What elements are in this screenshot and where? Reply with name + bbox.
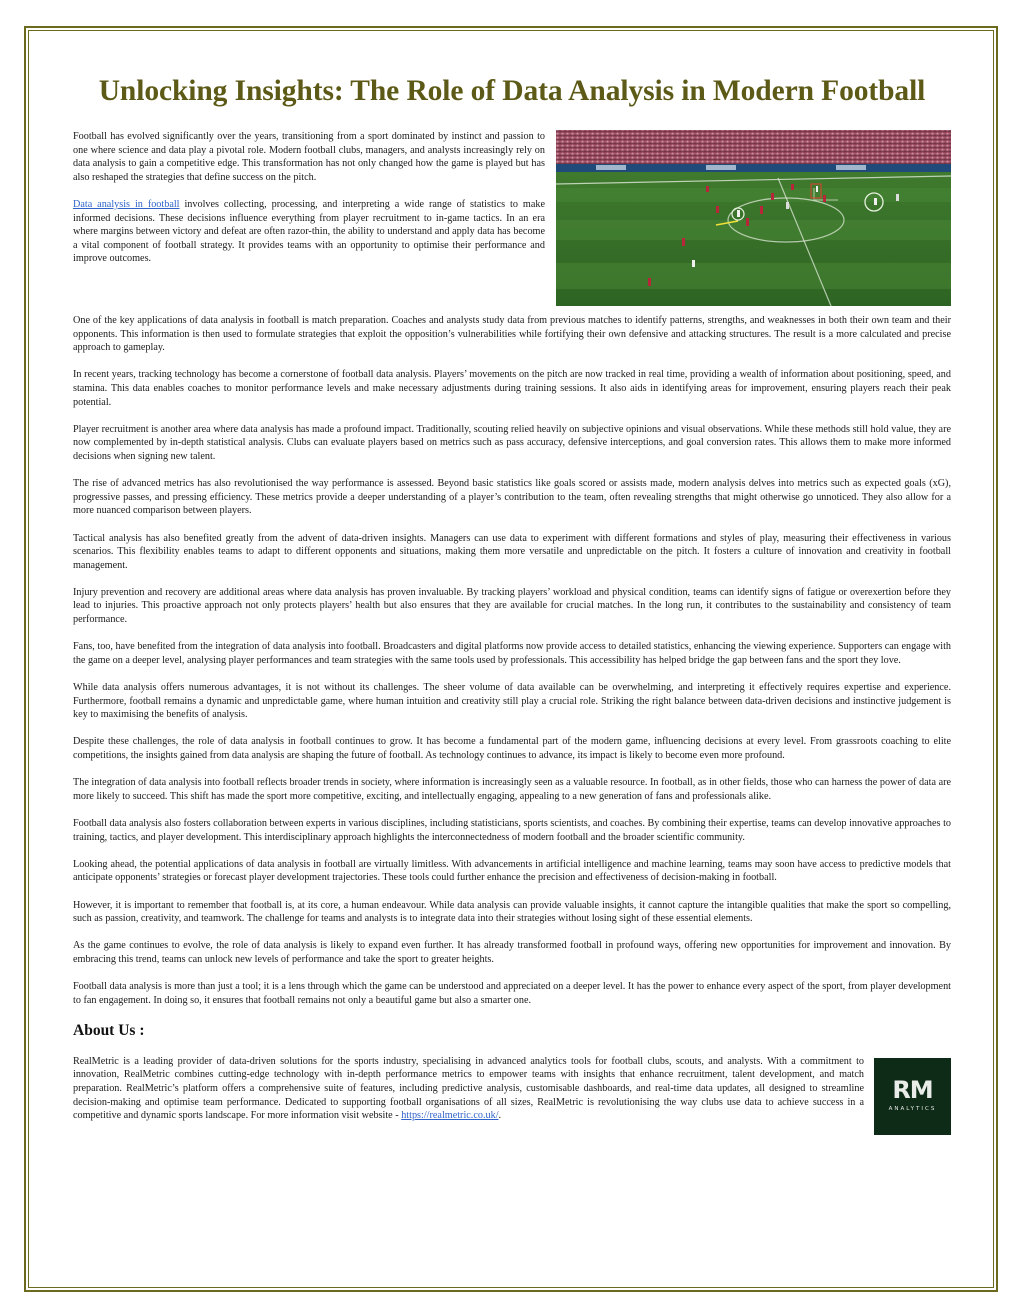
paragraph: Fans, too, have benefited from the integration of data analysis into football. Broadcasters and digital platforms now provide access to detailed statistics, enhancing the viewing experience. Supporters can engage with the game on a deeper level, analysing player performances and team strategies with the same tools used by professionals. This accessibility has helped bridge the gap between fans and the sport they love. [73, 641, 951, 666]
paragraph: Injury prevention and recovery are additional areas where data analysis has proven invaluable. By tracking players’ workload and physical condition, teams can identify signs of fatigue or overexertion before they lead to injuries. This proactive approach not only protects players’ health but also ensures that they are available for crucial matches. In the long run, it contributes to the sustainability and consistency of team performance. [73, 586, 951, 626]
realmetric-logo [874, 1058, 951, 1135]
logo-wordmark: RM [892, 1075, 933, 1104]
realmetric-website-link[interactable]: https://realmetric.co.uk/ [401, 1110, 499, 1122]
paragraph: Despite these challenges, the role of data analysis in football continues to grow. It has become a fundamental part of the modern game, influencing decisions at every level. From grassroots coaching to elite competitions, the insights gained from data analysis are shaping the future of football. As technology continues to advance, its impact is likely to become even more profound. [73, 736, 951, 761]
document-page [73, 72, 951, 1139]
paragraph: Tactical analysis has also benefited greatly from the advent of data-driven insights. Managers can use data to experiment with different formations and styles of play, measuring their effectiveness in various scenarios. This flexibility enables teams to adapt to different opponents and situations, making them more versatile and unpredictable on the pitch. It fosters a culture of innovation and creativity in football management. [73, 532, 951, 571]
football-pitch-photo [556, 130, 951, 306]
page-title: Unlocking Insights: The Role of Data Analysis in Modern Football [98, 75, 926, 107]
about-text: RealMetric is a leading provider of data-driven solutions for the sports industry, specialising in advanced analytics tools for football clubs, scouts, and analysts. With a commitment to innovation, RealMetric combines cutting-edge technology with in-depth performance metrics to empower teams with insights that enhance recruitment, talent development, and match preparation. RealMetric’s platform offers a comprehensive suite of features, including predictive analysis, customisable dashboards, and real-time data updates, all designed to streamline decision-making and optimise team performance. Dedicated to supporting football organisations of all sizes, RealMetric is revolutionising the way clubs use data to achieve success in a competitive and dynamic sports landscape. For more information visit website - [73, 1055, 864, 1122]
stadium-image [556, 130, 951, 306]
paragraph: Player recruitment is another area where data analysis has made a profound impact. Traditionally, scouting relied heavily on subjective opinions and visual observations. While these methods still hold value, they are now complemented by in-depth statistical analysis. Clubs can evaluate players based on metrics such as pass accuracy, defensive interceptions, and goal conversion rates. This allows them to make more informed decisions when signing new talent. [73, 423, 951, 462]
about-section [73, 1055, 951, 1123]
paragraph: The integration of data analysis into football reflects broader trends in society, where information is increasingly seen as a valuable resource. In football, as in other fields, those who can harness the power of data are more likely to succeed. This shift has made the sport more competitive, exciting, and intellectually engaging, appealing to a new generation of fans and professionals alike. [73, 777, 951, 802]
about-text-end: . [498, 1110, 502, 1122]
intro-section [73, 130, 951, 314]
paragraph: As the game continues to evolve, the role of data analysis is likely to expand even further. It has already transformed football in profound ways, offering new opportunities for improvement and innovation. By embracing this trend, teams can unlock new levels of performance and take the sport to greater heights. [73, 940, 951, 965]
paragraph: The rise of advanced metrics has also revolutionised the way performance is assessed. Beyond basic statistics like goals scored or assists made, modern analysis delves into metrics such as expected goals (xG), progressive passes, and pressing efficiency. These metrics provide a deeper understanding of a player’s contribution to the team, often revealing strengths that might otherwise go unnoticed. They also allow for a more nuanced comparison between players. [73, 478, 951, 517]
about-paragraph [73, 1055, 951, 1123]
paragraph: However, it is important to remember that football is, at its core, a human endeavour. While data analysis can provide valuable insights, it cannot capture the intangible qualities that make the sport so compelling, such as passion, creativity, and teamwork. The challenge for teams and analysts is to integrate data into their strategies without losing sight of these essential elements. [73, 899, 951, 925]
paragraph: Looking ahead, the potential applications of data analysis in football are virtually limitless. With advancements in artificial intelligence and machine learning, teams may soon have access to predictive models that anticipate opponents’ strategies or forecast player development trajectories. These tools could further enhance the precision and effectiveness of decision-making in football. [73, 858, 951, 884]
data-analysis-link[interactable]: Data analysis in football [73, 198, 180, 210]
paragraph: One of the key applications of data analysis in football is match preparation. Coaches and analysts study data from previous matches to identify patterns, strengths, and weaknesses in both their own team and their opponents. This information is then used to formulate strategies that exploit the opposition’s vulnerabilities while fortifying their own defensive and attacking structures. The result is a more calculated and precise approach to gameplay. [73, 315, 951, 354]
logo-subtitle: ANALYTICS [888, 1105, 937, 1112]
paragraph: Football data analysis is more than just a tool; it is a lens through which the game can be understood and appreciated on a deeper level. It has the power to enhance every aspect of the sport, from player development to fan engagement. In doing so, it ensures that football remains not only a beautiful game but also a smarter one. [73, 981, 951, 1006]
paragraph: In recent years, tracking technology has become a cornerstone of football data analysis. Players’ movements on the pitch are now tracked in real time, providing a wealth of information about positioning, speed, and stamina. This data enables coaches to monitor performance levels and make necessary adjustments during training sessions. It also aids in identifying areas for improvement, ensuring players reach their peak potential. [73, 369, 951, 408]
rm-analytics-logo-icon [874, 1058, 951, 1135]
paragraph: Football data analysis also fosters collaboration between experts in various disciplines, including statisticians, sports scientists, and coaches. By combining their expertise, teams can develop innovative approaches to training, tactics, and player development. This interdisciplinary approach highlights the interconnectedness of modern football and the broader scientific community. [73, 817, 951, 843]
intro-paragraph-2-text: involves collecting, processing, and interpreting a wide range of statistics to make informed decisions. These decisions influence everything from player recruitment to in-game tactics. In an era where margins between victory and defeat are often razor-thin, the ability to understand and apply data has become a vital component of football strategy. It provides teams with an opportunity to optimise their performance and improve outcomes. [73, 198, 545, 265]
paragraph: While data analysis offers numerous advantages, it is not without its challenges. The sheer volume of data available can be overwhelming, and interpreting it effectively requires expertise and experience. Furthermore, football remains a dynamic and unpredictable game, where human intuition and creativity still play a crucial role. Striking the right balance between data-driven decisions and instinctive judgement is key to maximising the benefits of analysis. [73, 682, 951, 721]
about-heading: About Us : [73, 1021, 145, 1039]
intro-paragraph-1: Football has evolved significantly over the years, transitioning from a sport dominated by instinct and passion to one where science and data play a pivotal role. Modern football clubs, managers, and analysts increasingly rely on data analysis to gain a competitive edge. This transformation has not only changed how the game is played but has also reshaped the strategies that define success on the pitch. [73, 131, 545, 183]
article-body [73, 314, 951, 1007]
